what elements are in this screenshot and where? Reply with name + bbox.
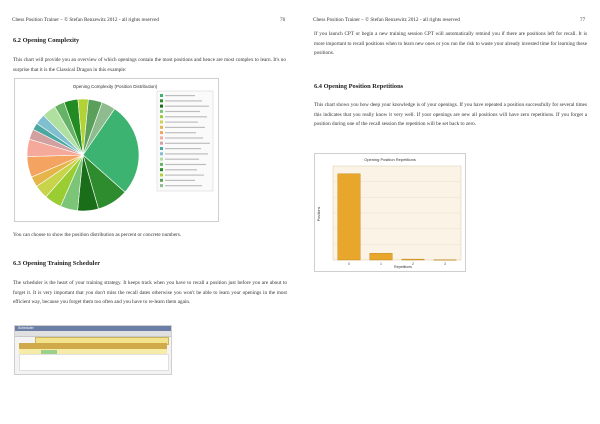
pie-legend-swatch [160, 174, 163, 177]
pie-legend-entry [165, 164, 206, 165]
pie-legend-swatch [160, 184, 163, 187]
x-tick-label: 3 [444, 262, 446, 266]
intro-paragraph: If you launch CPT or begin a new training session CPT will automatically remind you if there are positions left for recall. It is more important to recall positions when to learn new ones or you run the risk to waste your already invested time for learning these positions. [314, 31, 587, 57]
pie-legend-swatch [160, 126, 163, 129]
pie-legend-entry [165, 169, 197, 170]
x-tick-label: 2 [412, 262, 414, 266]
pie-legend-entry [165, 100, 202, 101]
pie-legend-swatch [160, 158, 163, 161]
pie-legend-entry [165, 175, 204, 176]
section-heading-training-scheduler: 6.3 Opening Training Scheduler [13, 260, 101, 267]
scheduler-title-bar: Scheduler [15, 326, 171, 331]
pie-legend-swatch [160, 105, 163, 108]
pie-legend-swatch [160, 94, 163, 97]
pie-legend-swatch [160, 136, 163, 139]
pie-legend-entry [165, 143, 210, 144]
section-paragraph: This chart shows you how deep your knowledge is of your openings. If you have repeated a position successfully for several times this indicates that you really know it very well. If your openings are new all positions will have zero repetitions. If you forget a position during one of the recall session the repetition will be set back to zero. [314, 102, 587, 128]
pie-legend-swatch [160, 115, 163, 118]
pie-legend-swatch [160, 121, 163, 124]
bar-chart [315, 154, 465, 271]
section-paragraph: The scheduler is the heart of your training strategy. It keeps track when you have to recall a position just before you are about to forget it. It is very important that you don't miss the recall dates otherwise you won't be able to learn your openings in the most efficient way, because you forget them too often and you have to re-learn them again. [13, 280, 287, 306]
bar [370, 253, 392, 260]
pie-legend-entry [165, 122, 198, 123]
pie-legend-swatch [160, 152, 163, 155]
pie-legend-swatch [160, 168, 163, 171]
pie-legend-entry [165, 132, 196, 133]
section-paragraph: This chart will provide you an overview of which openings contain the most positions and hence are most complex to learn. It's no surprise that it is the Classical Dragon in this example: [13, 57, 286, 73]
bar [402, 259, 424, 260]
pie-legend-swatch [160, 163, 163, 166]
pie-chart-figure [14, 78, 219, 222]
pie-legend-entry [165, 127, 205, 128]
pie-legend-entry [165, 180, 195, 181]
bar [338, 174, 360, 260]
bar [434, 260, 456, 261]
pie-legend-entry [165, 148, 201, 149]
pie-legend-swatch [160, 110, 163, 113]
pie-legend-entry [165, 106, 209, 107]
pie-legend-swatch [160, 142, 163, 145]
scheduler-screenshot [14, 325, 172, 375]
pie-legend-swatch [160, 99, 163, 102]
bar-chart-title: Opening Position Repetitions [364, 157, 416, 162]
x-axis-label: Repetitions [394, 265, 412, 269]
bar-chart-figure [314, 153, 466, 272]
pie-legend-entry [165, 153, 208, 154]
scheduler-grid [19, 354, 169, 371]
pie-legend-entry [165, 185, 202, 186]
page-number: 77 [580, 17, 586, 23]
pie-legend-entry [165, 95, 195, 96]
section-heading-position-repetitions: 6.4 Opening Position Repetitions [314, 83, 404, 90]
page-number: 76 [280, 17, 286, 23]
pie-legend-swatch [160, 131, 163, 134]
pie-legend-entry [165, 159, 199, 160]
page-header: Chess Position Trainer – © Stefan Renzewitz 2012 - all rights reserved [313, 17, 461, 23]
x-tick-label: 0 [348, 262, 350, 266]
right-page [300, 0, 600, 424]
pie-legend-entry [165, 111, 200, 112]
pie-chart-title: Opening Complexity (Position Distribution) [72, 84, 158, 89]
y-axis-label: Positions [317, 206, 321, 222]
section-paragraph: You can choose to show the position distribution as percent or concrete numbers. [13, 232, 182, 238]
page-header: Chess Position Trainer – © Stefan Renzewitz 2012 - all rights reserved [12, 17, 160, 23]
x-tick-label: 1 [380, 262, 382, 266]
pie-legend-entry [165, 116, 207, 117]
pie-legend-swatch [160, 147, 163, 150]
pie-legend-swatch [160, 179, 163, 182]
pie-chart [15, 79, 218, 221]
section-heading-opening-complexity: 6.2 Opening Complexity [13, 37, 80, 44]
pie-legend-entry [165, 137, 203, 138]
